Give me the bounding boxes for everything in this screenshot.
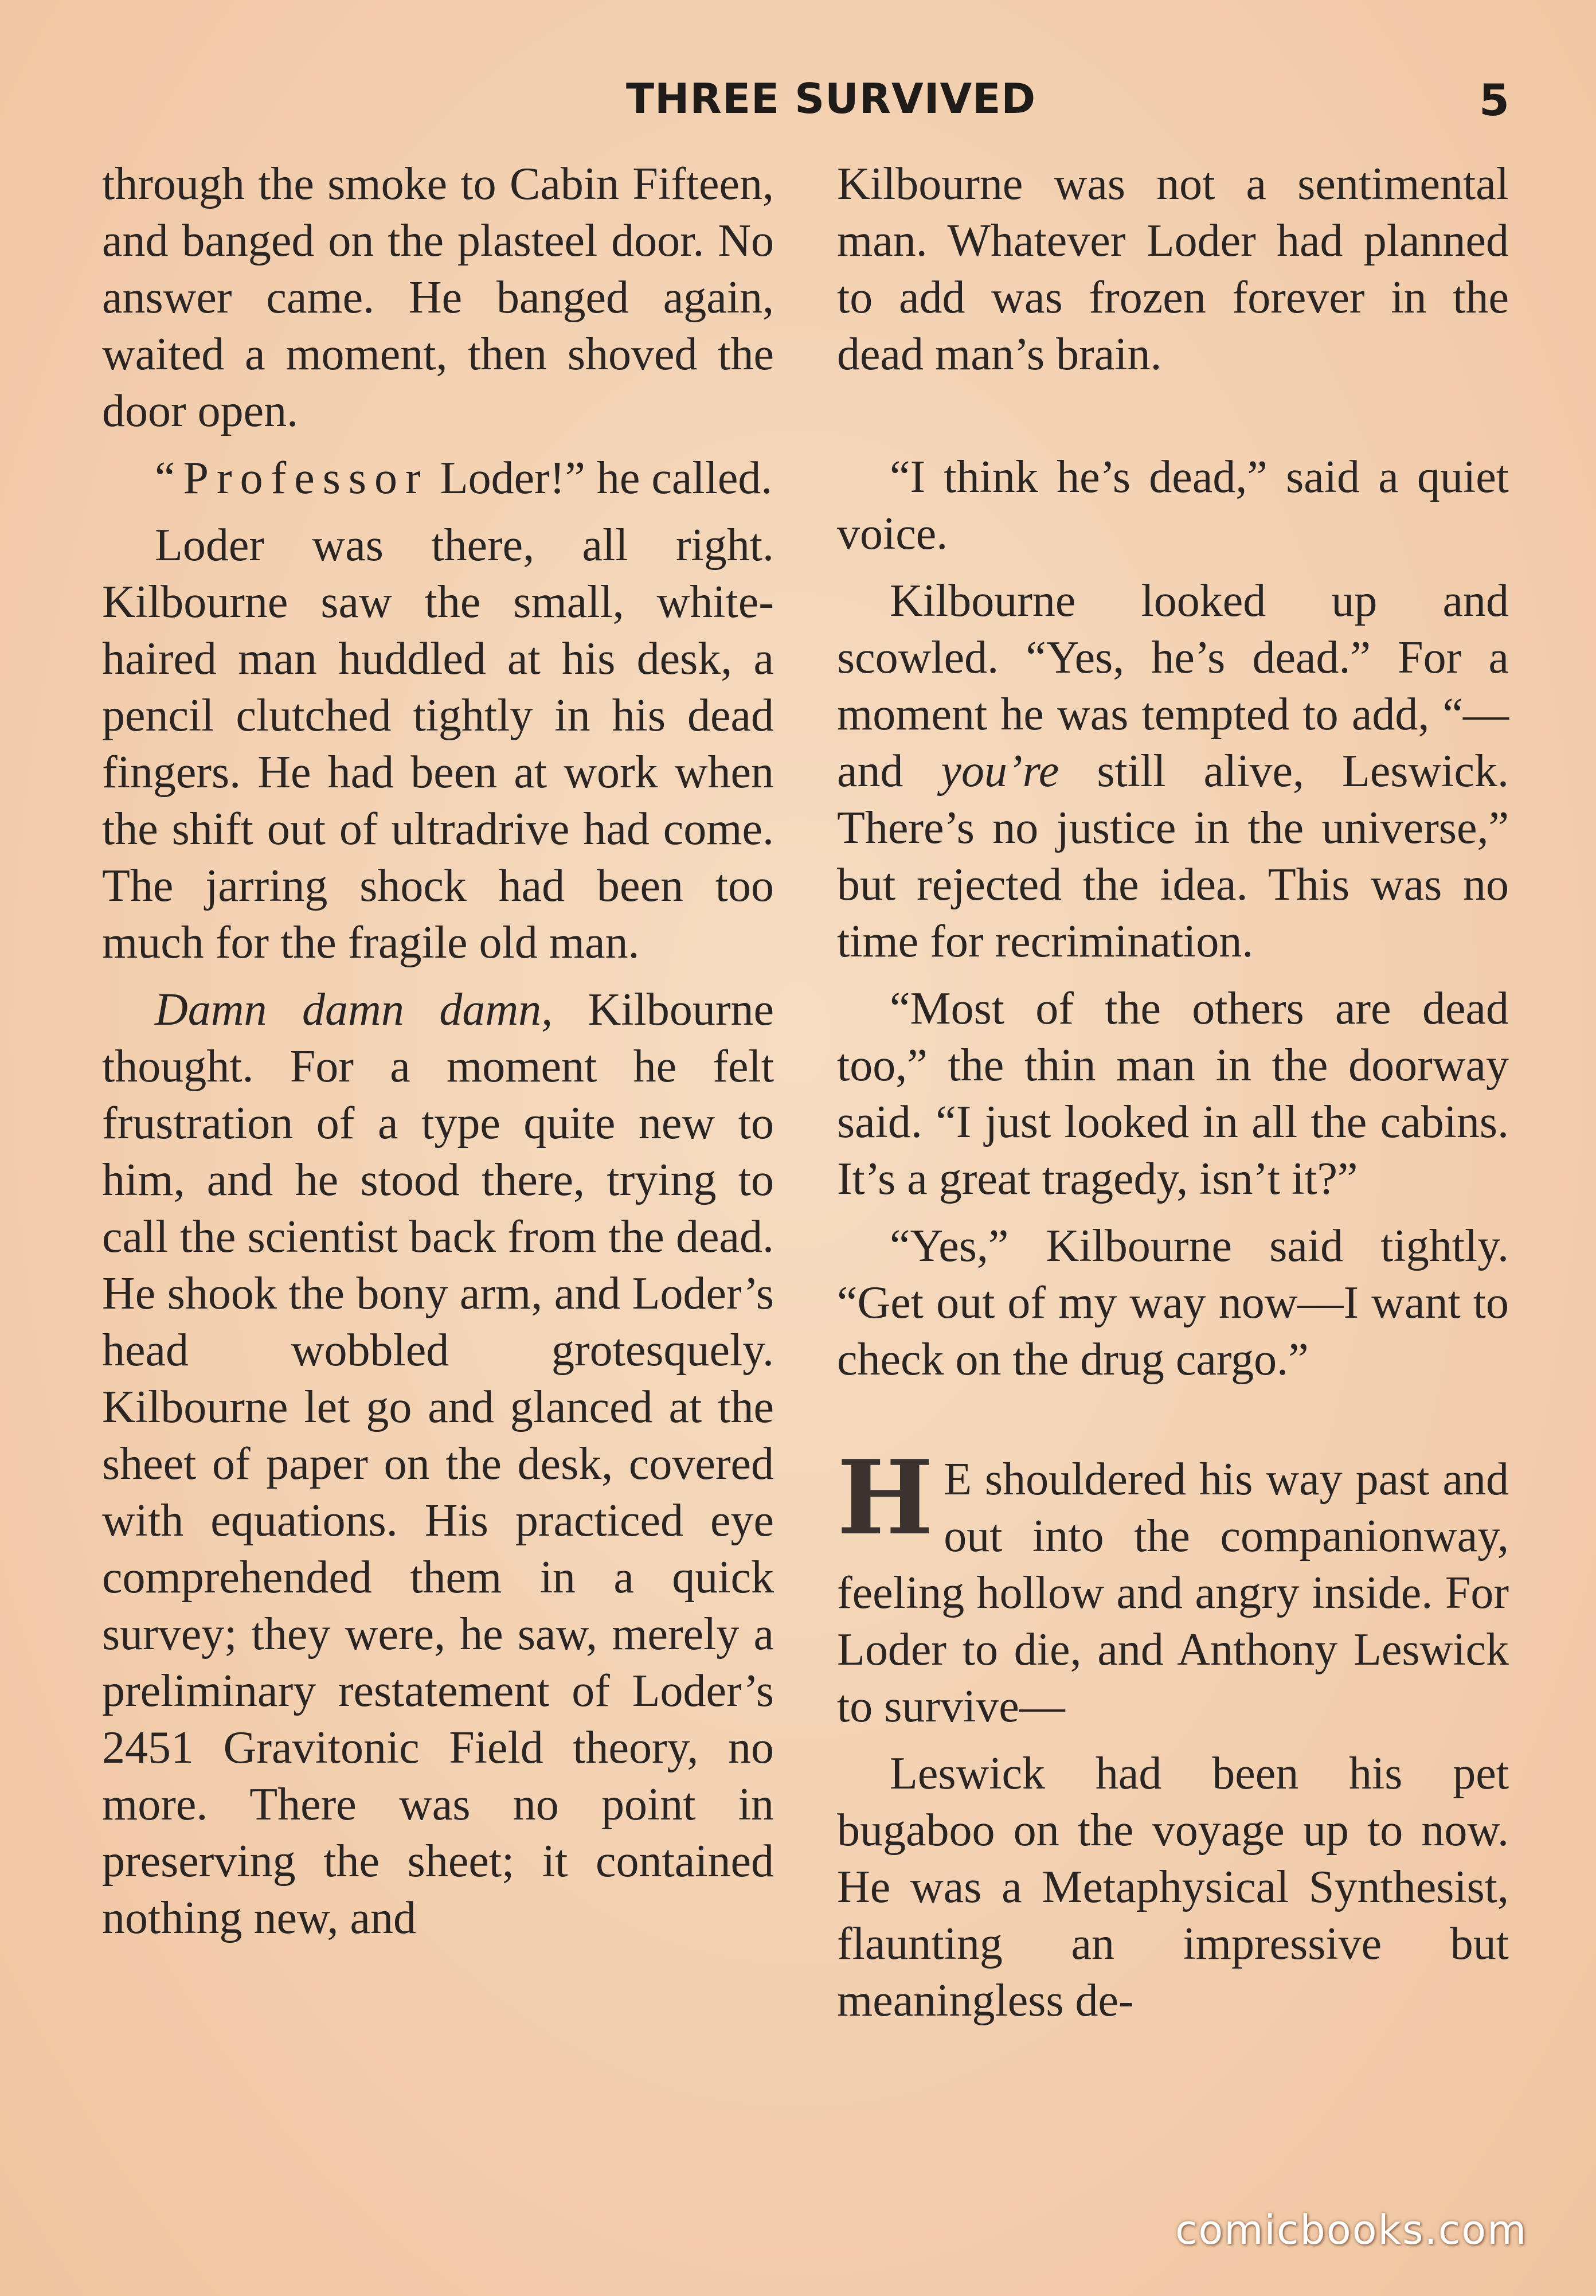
paragraph [102, 982, 774, 1947]
spaced-call: “Professor [155, 453, 429, 503]
page-header [0, 75, 1596, 138]
left-column [102, 156, 774, 1947]
paragraph: “Yes,” Kilbourne said tightly. “Get out of my way now—I want to check on the drug cargo.” [837, 1221, 1509, 1385]
paragraph-text: Kilbourne thought. For a moment he felt frustration of a type quite new to him, and he stood there, trying to call the scientist back from the dead. He shook the bony arm, and Loder’s head wobbled grotesquely. Kilbourne let go and glanced at the sheet of paper on the desk, covered with equations. His practiced eye comprehended them in a quick survey; they were, he saw, merely a preliminary restatement of Loder’s 2451 Gravitonic Field theory, no more. There was no point in preserving the sheet; it contained nothing new, and [102, 985, 774, 1943]
paragraph: Loder was there, all right. Kilbourne saw the small, white-haired man huddled at his desk, a pencil clutched tightly in his dead fingers. He had been at work when the shift out of ultradrive had come. The jarring shock had been too much for the fragile old man. [102, 520, 774, 968]
watermark: comicbooks.com [1175, 2207, 1528, 2254]
italic-word: you’re [941, 746, 1059, 796]
paragraph [837, 573, 1509, 970]
paragraph [837, 1438, 1509, 1735]
paragraph: Kilbourne was not a sentimental man. Whatever Loder had planned to add was frozen forever in the dead man’s brain. [837, 159, 1509, 380]
drop-cap: H [837, 1438, 934, 1557]
italic-thought: Damn damn damn, [155, 985, 553, 1035]
paragraph [102, 450, 774, 507]
paragraph-text: still alive, Leswick. There’s no justice in the universe,” but rejected the idea. This was no time for recrimination. [837, 746, 1509, 967]
page-number: 5 [1479, 75, 1509, 126]
drop-cap-continuation: E [944, 1454, 972, 1505]
paragraph: “I think he’s dead,” said a quiet voice. [837, 452, 1509, 559]
running-title: THREE SURVIVED [626, 75, 1036, 123]
paragraph: Leswick had been his pet bugaboo on the voyage up to now. He was a Metaphysical Synthesist, flaunting an impressive but meaningless de- [837, 1748, 1509, 2026]
paragraph-text: shouldered his way past and out into the companionway, feeling hollow and angry inside. For Loder to die, and Anthony Leswick to survive— [837, 1454, 1509, 1732]
paragraph-text: Kilbourne looked up and scowled. “Yes, he’s dead.” For a moment he was tempted to add, “—and [837, 576, 1509, 796]
right-column [837, 156, 1509, 2029]
paragraph: through the smoke to Cabin Fifteen, and banged on the plasteel door. No answer came. He banged again, waited a moment, then shoved the door open. [102, 159, 774, 436]
paragraph-text: Loder!” he called. [428, 453, 773, 503]
paragraph: “Most of the others are dead too,” the thin man in the doorway said. “I just looked in all the cabins. It’s a great tragedy, isn’t it?” [837, 983, 1509, 1204]
